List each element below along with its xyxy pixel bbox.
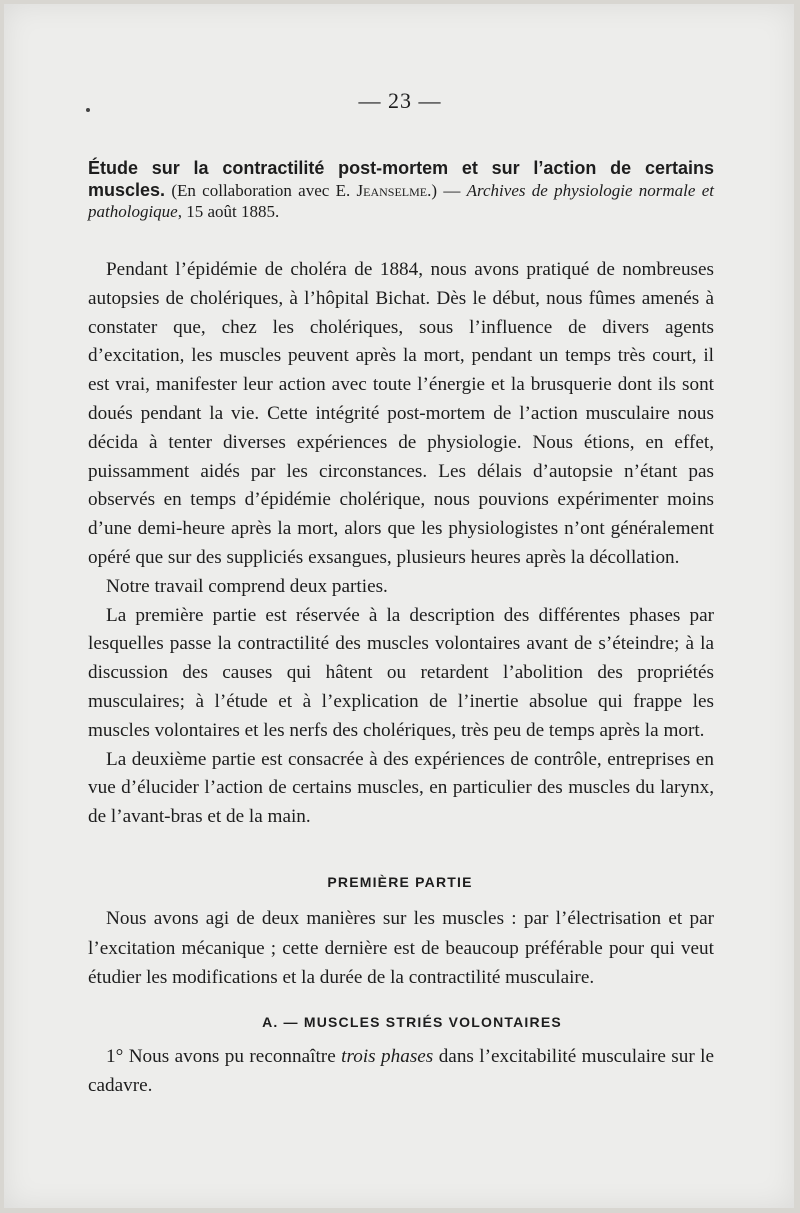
article-title: Étude sur la contractilité post-mortem et sur l’action de certains muscles. (88, 158, 714, 200)
collab-name: Jeanselme (356, 180, 428, 200)
collab-prefix: (En collaboration avec E. (165, 180, 357, 200)
text-before: 1° Nous avons pu reconnaître (106, 1046, 342, 1067)
paragraph: La première partie est réservée à la description des différentes phases par lesquelles passe la contractilité des muscles volontaires avant de s’éteindre; à la discussion des causes qui hâtent ou retardent l’abolition des propriétés musculaires; à l’étude et à l’explication de l’inertie absolue qui frappe les muscles volontaires et les nerfs des cholériques, très peu de temps après la mort. (88, 604, 714, 741)
paragraph: Notre travail comprend deux parties. (106, 575, 388, 597)
article-heading (88, 158, 714, 223)
subsection-text (88, 1042, 714, 1100)
page-number: — 23 — (358, 88, 442, 113)
subsection-title-muscles-stries: A. — MUSCLES STRIÉS VOLONTAIRES (262, 1014, 562, 1030)
intro-text (88, 256, 714, 832)
section1-text (88, 904, 714, 993)
text-after: dans l’excitabilité musculaire sur le cadavre. (88, 1046, 714, 1096)
collab-suffix: .) — (427, 180, 467, 200)
paragraph: Pendant l’épidémie de choléra de 1884, nous avons pratiqué de nombreuses autopsies de cholériques, à l’hôpital Bichat. Dès le début, nous fûmes amenés à constater que, chez les cholériques, sous l’influence de divers agents d’excitation, les muscles peuvent après la mort, pendant un temps très court, il est vrai, manifester leur action avec toute l’énergie et la brusquerie dont ils sont doués pendant la vie. Cette intégrité post-mortem de l’action musculaire nous décida à tenter diverses expériences de physiologie. Nous étions, en effet, puissamment aidés par les circonstances. Les délais d’autopsie n’étant pas observés en temps d’épidémie cholérique, nous pouvions expérimenter moins d’une demi-heure après la mort, alors que les physiologistes n’ont généralement opéré que sur des suppliciés exsangues, plusieurs heures après la décollation. (88, 259, 714, 568)
section-title-premiere-partie: PREMIÈRE PARTIE (327, 874, 473, 890)
paragraph (88, 1042, 714, 1100)
journal-name: Archives de physiologie normale et pathologique (88, 180, 714, 221)
paragraph: La deuxième partie est consacrée à des expériences de contrôle, entreprises en vue d’élucider l’action de certains muscles, en particulier des muscles du larynx, de l’avant-bras et de la main. (88, 748, 714, 828)
publication-date: , 15 août 1885. (177, 202, 280, 221)
emphasis-text: trois phases (341, 1046, 434, 1067)
ink-dot (86, 108, 90, 112)
paragraph: Nous avons agi de deux manières sur les muscles : par l’électrisation et par l’excitation mécanique ; cette dernière est de beaucoup préférable pour qui veut étudier les modifications et la durée de la contractilité musculaire. (88, 908, 714, 988)
